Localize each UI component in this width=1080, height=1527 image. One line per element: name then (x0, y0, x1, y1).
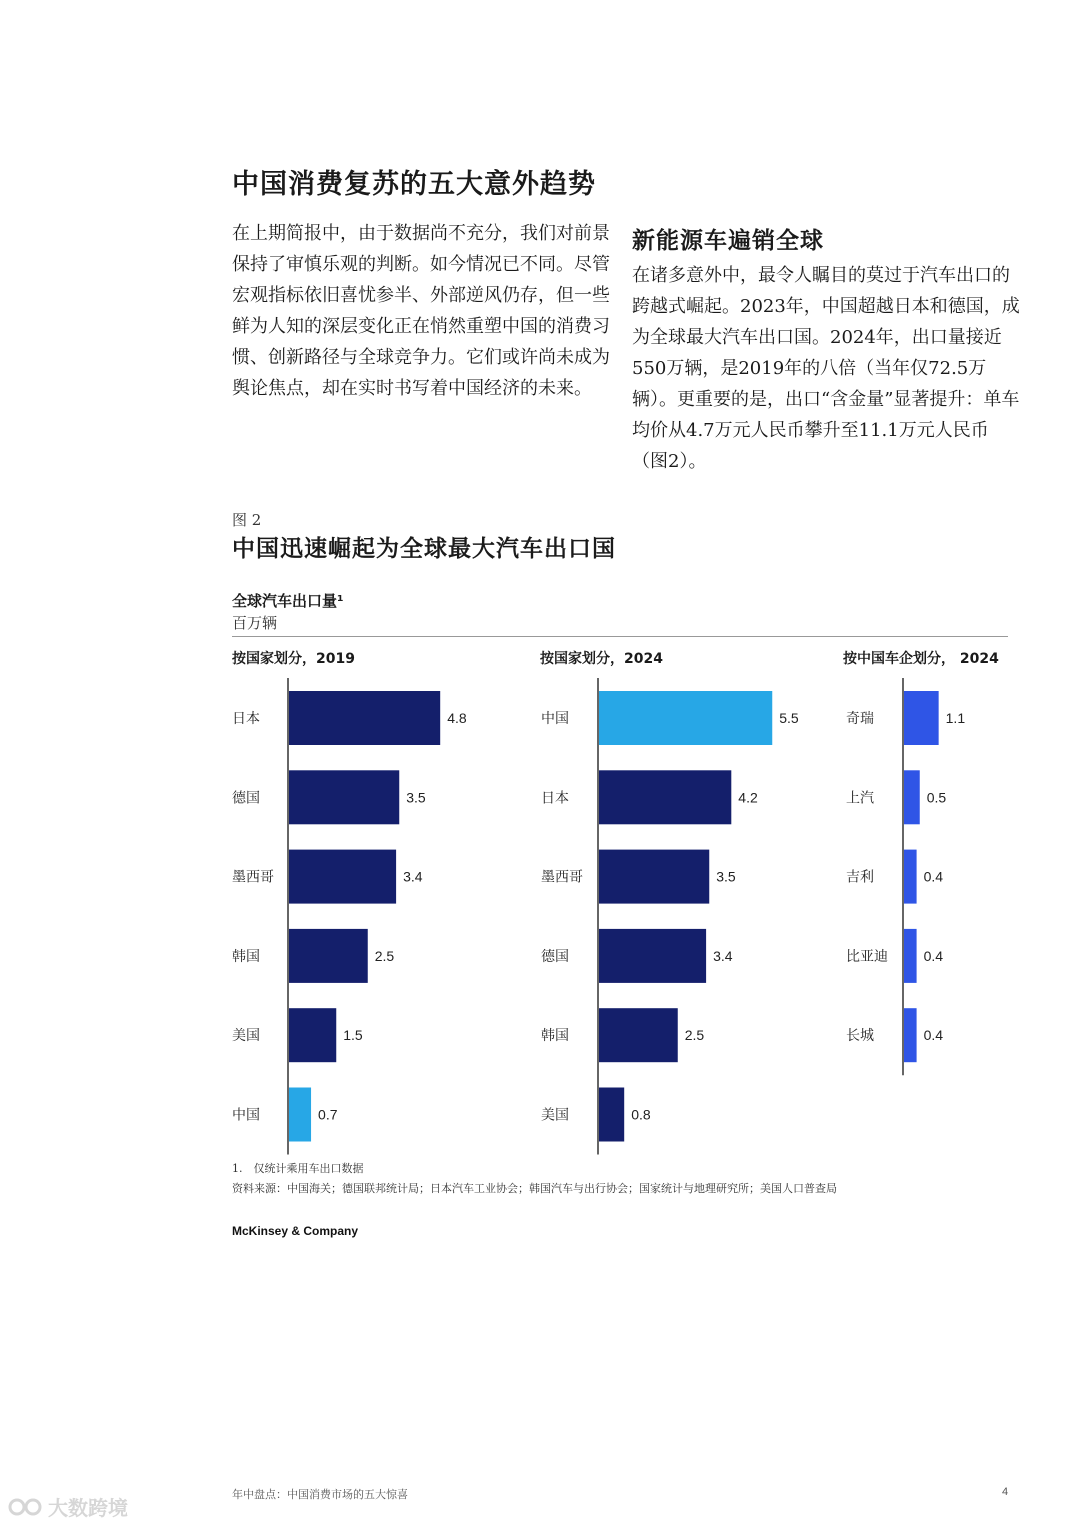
category-label: 比亚迪 (846, 948, 888, 965)
category-label: 长城 (846, 1028, 874, 1045)
bar (599, 929, 706, 983)
footnote: 1. 仅统计乘用车出口数据 (232, 1162, 364, 1175)
bar (599, 1088, 624, 1142)
value-label: 0.8 (631, 1106, 651, 1123)
section-body-text: 在诸多意外中，最令人瞩目的莫过于汽车出口的跨越式崛起。2023年，中国超越日本和德国，成为全球最大汽车出口国。2024年，出口量接近550万辆，是2019年的八倍（当年仅72.5万辆）。更重要的是，出口“含金量”显著提升：单车均价从4.7万元人民币攀升至11.1万元人民币（图2）。 (632, 265, 1020, 472)
bar (904, 1008, 917, 1062)
watermark-text: 大数跨境 (48, 1496, 128, 1520)
intro-text: 在上期简报中，由于数据尚不充分，我们对前景保持了审慎乐观的判断。如今情况已不同。尽管宏观指标依旧喜忧参半、外部逆风仍存，但一些鲜为人知的深层变化正在悄然重塑中国的消费习惯、创新路径与全球竞争力。它们或许尚未成为舆论焦点，却在实时书写着中国经济的未来。 (232, 223, 610, 399)
category-label: 墨西哥 (232, 869, 274, 886)
value-label: 3.5 (716, 868, 736, 885)
value-label: 3.4 (713, 947, 733, 964)
chart-title: 全球汽车出口量¹ (232, 592, 344, 610)
bar (289, 850, 396, 904)
bar (904, 770, 920, 824)
category-label: 墨西哥 (541, 869, 583, 886)
page-number: 4 (1002, 1486, 1009, 1498)
chart-unit: 百万辆 (232, 614, 278, 632)
bar (289, 1088, 311, 1142)
category-label: 韩国 (232, 948, 260, 965)
value-label: 5.5 (779, 710, 799, 726)
value-label: 0.4 (923, 868, 944, 885)
bar (904, 691, 939, 745)
footer-text: 年中盘点：中国消费市场的五大惊喜 (232, 1488, 408, 1501)
panel-title-automakers: 按中国车企划分， 2024 (843, 651, 999, 667)
bar (904, 850, 917, 904)
bar (599, 770, 731, 824)
category-label: 中国 (541, 711, 569, 727)
category-label: 中国 (232, 1107, 260, 1124)
page-title: 中国消费复苏的五大意外趋势 (232, 169, 596, 200)
category-label: 德国 (541, 948, 569, 965)
watermark (8, 1492, 128, 1521)
category-label: 日本 (232, 711, 260, 727)
bar (599, 1008, 678, 1062)
category-label: 吉利 (846, 869, 874, 886)
bar (289, 1008, 336, 1062)
brand-logo: McKinsey & Company (232, 1224, 359, 1238)
value-label: 2.5 (684, 1027, 705, 1044)
divider (232, 636, 1008, 637)
bar-chart (0, 660, 1080, 1160)
value-label: 0.4 (923, 947, 944, 964)
section-heading: 新能源车遍销全球 (632, 227, 824, 254)
value-label: 0.5 (926, 789, 947, 806)
bar (599, 691, 772, 745)
value-label: 1.5 (343, 1027, 363, 1044)
value-label: 2.5 (374, 947, 395, 964)
figure-title: 中国迅速崛起为全球最大汽车出口国 (232, 535, 616, 562)
value-label: 4.2 (738, 789, 758, 806)
category-label: 韩国 (541, 1028, 569, 1045)
bar (289, 691, 440, 745)
category-label: 上汽 (846, 790, 874, 807)
panel-title-2024: 按国家划分，2024 (540, 651, 663, 667)
bar (289, 770, 399, 824)
intro-paragraph (232, 218, 612, 404)
value-label: 0.4 (923, 1027, 944, 1044)
bar (904, 929, 917, 983)
category-label: 奇瑞 (846, 711, 874, 727)
bar (599, 850, 709, 904)
value-label: 1.1 (945, 710, 966, 726)
category-label: 日本 (541, 790, 569, 807)
watermark-logo-icon (8, 1496, 44, 1518)
value-label: 0.7 (318, 1106, 338, 1123)
category-label: 德国 (232, 790, 260, 807)
panel-title-2019: 按国家划分，2019 (232, 651, 355, 667)
value-label: 3.4 (403, 868, 423, 885)
bar (289, 929, 368, 983)
value-label: 3.5 (406, 789, 426, 806)
figure-number: 图 2 (232, 511, 262, 529)
category-label: 美国 (232, 1028, 260, 1045)
category-label: 美国 (541, 1107, 569, 1124)
source-note: 资料来源：中国海关；德国联邦统计局；日本汽车工业协会；韩国汽车与出行协会；国家统计与地理研究所；美国人口普查局 (232, 1182, 837, 1195)
section-body (632, 260, 1020, 477)
value-label: 4.8 (447, 710, 467, 726)
